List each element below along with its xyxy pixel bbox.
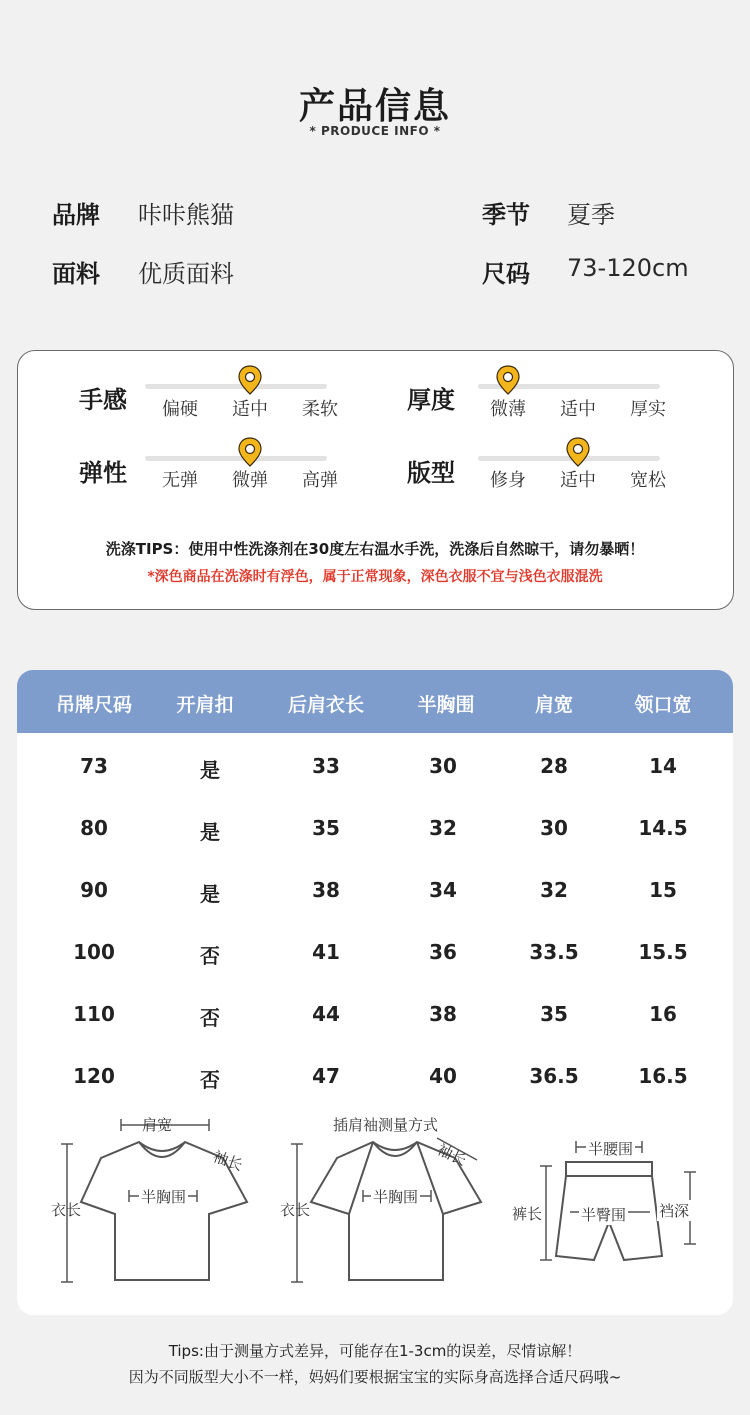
attr-elasticity-option: 微弹 [232, 470, 268, 491]
attr-elasticity-option: 高弹 [302, 470, 338, 491]
size-chart-card [17, 670, 733, 1315]
cell-tag-size: 100 [73, 940, 115, 964]
cell-half-chest: 40 [429, 1064, 457, 1088]
cell-back-length: 33 [312, 754, 340, 778]
cell-tag-size: 73 [80, 754, 108, 778]
tshirt-shoulder-label: 肩宽 [142, 1116, 173, 1134]
page-subtitle: * PRODUCE INFO * [309, 124, 441, 138]
cell-back-length: 35 [312, 816, 340, 840]
cell-shoulder-width: 28 [540, 754, 568, 778]
location-pin-icon [238, 437, 262, 467]
attr-hand-feel-option: 适中 [232, 399, 268, 420]
season-value: 夏季 [567, 201, 615, 229]
header-neck-width: 领口宽 [634, 694, 692, 716]
cell-neck-width: 14.5 [638, 816, 688, 840]
cell-neck-width: 16 [649, 1002, 677, 1026]
attr-fit-option: 适中 [560, 470, 596, 491]
cell-shoulder-width: 30 [540, 816, 568, 840]
cell-tag-size: 120 [73, 1064, 115, 1088]
attr-thickness-option: 适中 [560, 399, 596, 420]
cell-half-chest: 30 [429, 754, 457, 778]
attr-hand-feel-label: 手感 [79, 386, 127, 414]
cell-shoulder-width: 33.5 [529, 940, 579, 964]
attr-elasticity-option: 无弹 [162, 470, 198, 491]
cell-shoulder-button: 否 [200, 1068, 220, 1092]
cell-half-chest: 38 [429, 1002, 457, 1026]
attr-fit-option: 修身 [490, 470, 526, 491]
cell-back-length: 44 [312, 1002, 340, 1026]
tshirt-length-label: 衣长 [51, 1201, 82, 1219]
cell-shoulder-width: 36.5 [529, 1064, 579, 1088]
cell-back-length: 38 [312, 878, 340, 902]
header-tag-size: 吊牌尺码 [55, 694, 132, 716]
cell-back-length: 47 [312, 1064, 340, 1088]
attr-fit-option: 宽松 [630, 470, 666, 491]
attr-hand-feel-option: 柔软 [302, 399, 338, 420]
attr-thickness-option: 微薄 [490, 399, 526, 420]
attr-thickness-option: 厚实 [630, 399, 666, 420]
brand-label: 品牌 [52, 201, 100, 229]
cell-neck-width: 15 [649, 878, 677, 902]
tshirt-sleeve-label: 袖长 [210, 1147, 246, 1175]
attr-hand-feel-option: 偏硬 [162, 399, 198, 420]
raglan-chest-label: 半胸围 [373, 1188, 419, 1206]
header-shoulder-button: 开肩扣 [176, 694, 234, 716]
cell-shoulder-width: 35 [540, 1002, 568, 1026]
cell-half-chest: 34 [429, 878, 457, 902]
footer-tip-line2: 因为不同版型大小不一样，妈妈们要根据宝宝的实际身高选择合适尺码哦~ [128, 1368, 622, 1386]
cell-tag-size: 110 [73, 1002, 115, 1026]
location-pin-icon [496, 365, 520, 395]
attr-elasticity-label: 弹性 [79, 459, 127, 487]
page-title: 产品信息 [298, 86, 451, 127]
cell-shoulder-button: 否 [200, 944, 220, 968]
cell-neck-width: 16.5 [638, 1064, 688, 1088]
cell-neck-width: 15.5 [638, 940, 688, 964]
cell-neck-width: 14 [649, 754, 677, 778]
attr-thickness-label: 厚度 [407, 386, 455, 414]
fabric-label: 面料 [52, 260, 100, 288]
cell-shoulder-button: 否 [200, 1006, 220, 1030]
care-tips: 洗涤TIPS：使用中性洗涤剂在30度左右温水手洗，洗涤后自然晾干，请勿暴晒！ [105, 540, 645, 558]
size-value: 73-120cm [567, 254, 689, 282]
care-warning: *深色商品在洗涤时有浮色，属于正常现象，深色衣服不宜与浅色衣服混洗 [147, 569, 603, 585]
cell-shoulder-button: 是 [200, 882, 220, 906]
location-pin-icon [238, 365, 262, 395]
cell-back-length: 41 [312, 940, 340, 964]
attr-elasticity-track [145, 456, 327, 461]
cell-tag-size: 80 [80, 816, 108, 840]
header-back-length: 后肩衣长 [287, 694, 364, 716]
shorts-waist-label: 半腰围 [588, 1140, 634, 1158]
cell-shoulder-button: 是 [200, 758, 220, 782]
attr-hand-feel-track [145, 384, 327, 389]
header-shoulder-width: 肩宽 [534, 694, 573, 716]
attr-fit-label: 版型 [407, 459, 455, 487]
footer-tip-line1: Tips:由于测量方式差异，可能存在1-3cm的误差，尽情谅解！ [168, 1342, 582, 1360]
season-label: 季节 [482, 201, 530, 229]
raglan-sleeve-label: 袖长 [434, 1140, 470, 1170]
raglan-title: 插肩袖测量方式 [333, 1116, 439, 1134]
tshirt-chest-label: 半胸围 [141, 1188, 187, 1206]
cell-half-chest: 36 [429, 940, 457, 964]
cell-tag-size: 90 [80, 878, 108, 902]
cell-shoulder-button: 是 [200, 820, 220, 844]
shorts-length-label: 裤长 [512, 1205, 543, 1223]
shorts-hip-label: 半臀围 [581, 1206, 627, 1224]
cell-half-chest: 32 [429, 816, 457, 840]
brand-value: 咔咔熊猫 [138, 201, 234, 229]
raglan-length-label: 衣长 [280, 1201, 311, 1219]
location-pin-icon [566, 437, 590, 467]
size-label: 尺码 [482, 260, 530, 288]
shorts-rise-label: 裆深 [659, 1202, 690, 1220]
fabric-value: 优质面料 [138, 260, 234, 288]
size-table-header [17, 670, 733, 733]
header-half-chest: 半胸围 [417, 694, 475, 716]
cell-shoulder-width: 32 [540, 878, 568, 902]
